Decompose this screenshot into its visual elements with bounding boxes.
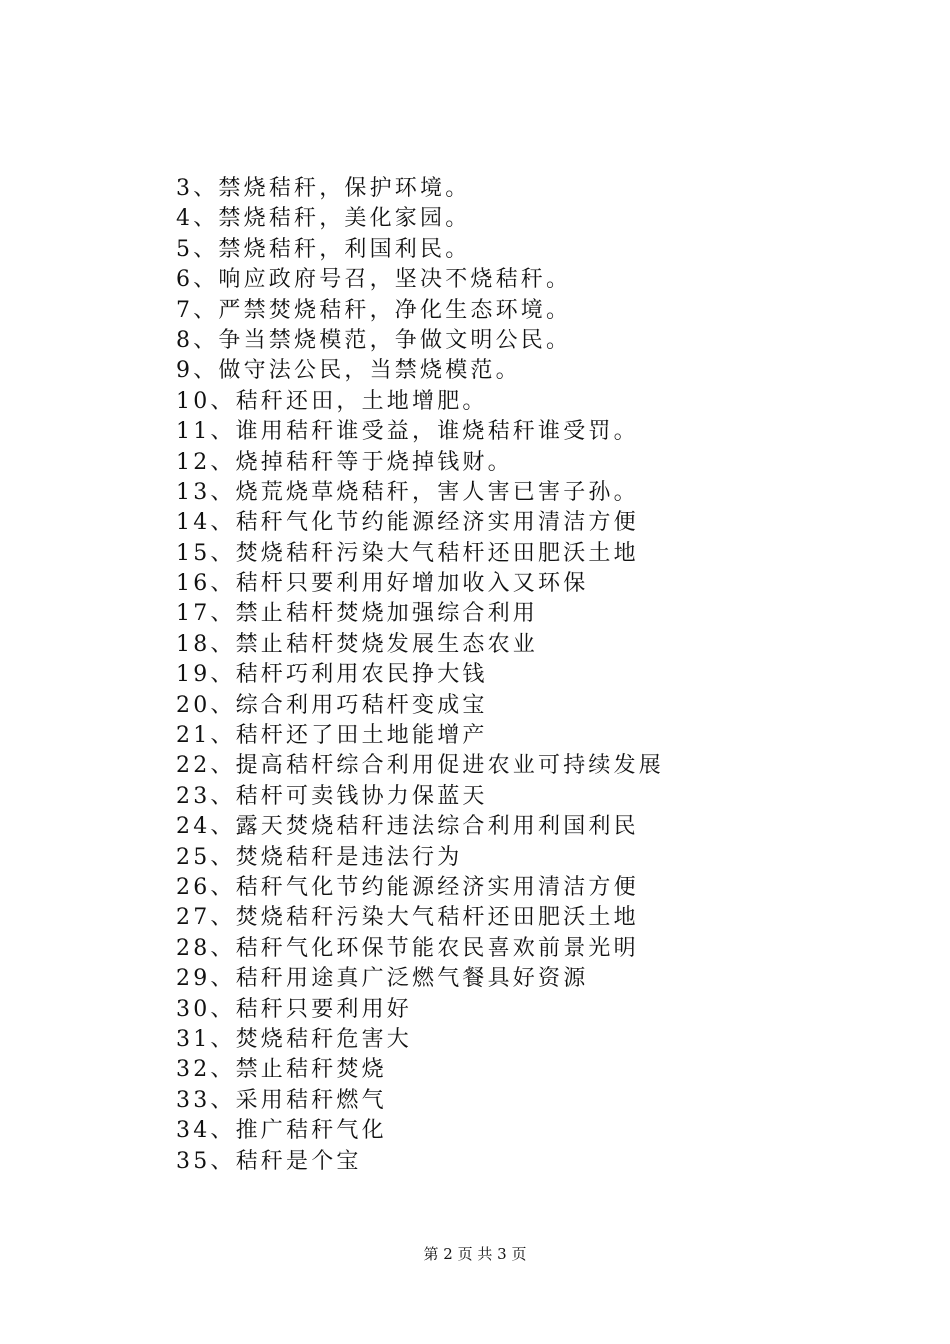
- slogan-line: 7、严禁焚烧秸秆，净化生态环境。: [176, 297, 572, 323]
- slogan-line: 29、秸秆用途真广泛燃气餐具好资源: [176, 966, 589, 992]
- slogan-line: 6、响应政府号召，坚决不烧秸秆。: [176, 267, 572, 293]
- slogan-line: 26、秸秆气化节约能源经济实用清洁方便: [176, 874, 639, 900]
- slogan-line: 23、秸杆可卖钱协力保蓝天: [176, 783, 488, 809]
- slogan-line: 22、提高秸杆综合利用促进农业可持续发展: [176, 753, 664, 779]
- slogan-line: 3、禁烧秸秆，保护环境。: [176, 176, 471, 201]
- slogan-line: 16、秸杆只要利用好增加收入又环保: [176, 571, 589, 597]
- slogan-line: 28、秸秆气化环保节能农民喜欢前景光明: [176, 935, 639, 961]
- slogan-line: 27、焚烧秸秆污染大气秸杆还田肥沃土地: [176, 905, 639, 931]
- slogan-line: 31、焚烧秸秆危害大: [176, 1026, 412, 1052]
- slogan-line: 33、采用秸秆燃气: [176, 1087, 387, 1113]
- slogan-list: [176, 174, 664, 1177]
- slogan-line: 30、秸秆只要利用好: [176, 996, 412, 1022]
- slogan-line: 8、争当禁烧模范，争做文明公民。: [176, 327, 572, 353]
- slogan-line: 25、焚烧秸秆是违法行为: [176, 844, 463, 870]
- slogan-line: 5、禁烧秸秆，利国利民。: [176, 236, 471, 262]
- slogan-line: 12、烧掉秸秆等于烧掉钱财。: [176, 449, 513, 475]
- slogan-line: 18、禁止秸杆焚烧发展生态农业: [176, 631, 538, 657]
- page-footer: 第 2 页 共 3 页: [423, 1245, 527, 1263]
- slogan-line: 32、禁止秸秆焚烧: [176, 1057, 387, 1083]
- slogan-line: 4、禁烧秸秆，美化家园。: [176, 206, 471, 232]
- slogan-line: 10、秸秆还田，土地增肥。: [176, 388, 488, 414]
- slogan-line: 17、禁止秸杆焚烧加强综合利用: [176, 601, 538, 627]
- slogan-line: 11、谁用秸秆谁受益，谁烧秸秆谁受罚。: [176, 419, 639, 445]
- slogan-line: 34、推广秸秆气化: [176, 1118, 387, 1144]
- slogan-line: 14、秸秆气化节约能源经济实用清洁方便: [176, 510, 639, 536]
- slogan-line: 19、秸杆巧利用农民挣大钱: [176, 662, 488, 688]
- slogan-line: 15、焚烧秸秆污染大气秸杆还田肥沃土地: [176, 540, 639, 566]
- slogan-line: 21、秸杆还了田土地能增产: [176, 723, 488, 749]
- slogan-line: 9、做守法公民，当禁烧模范。: [176, 358, 521, 384]
- slogan-line: 20、综合利用巧秸杆变成宝: [176, 692, 488, 718]
- slogan-line: 24、露天焚烧秸秆违法综合利用利国利民: [176, 814, 639, 840]
- slogan-line: 13、烧荒烧草烧秸秆，害人害已害子孙。: [176, 479, 639, 505]
- slogan-line: 35、秸秆是个宝: [176, 1148, 362, 1174]
